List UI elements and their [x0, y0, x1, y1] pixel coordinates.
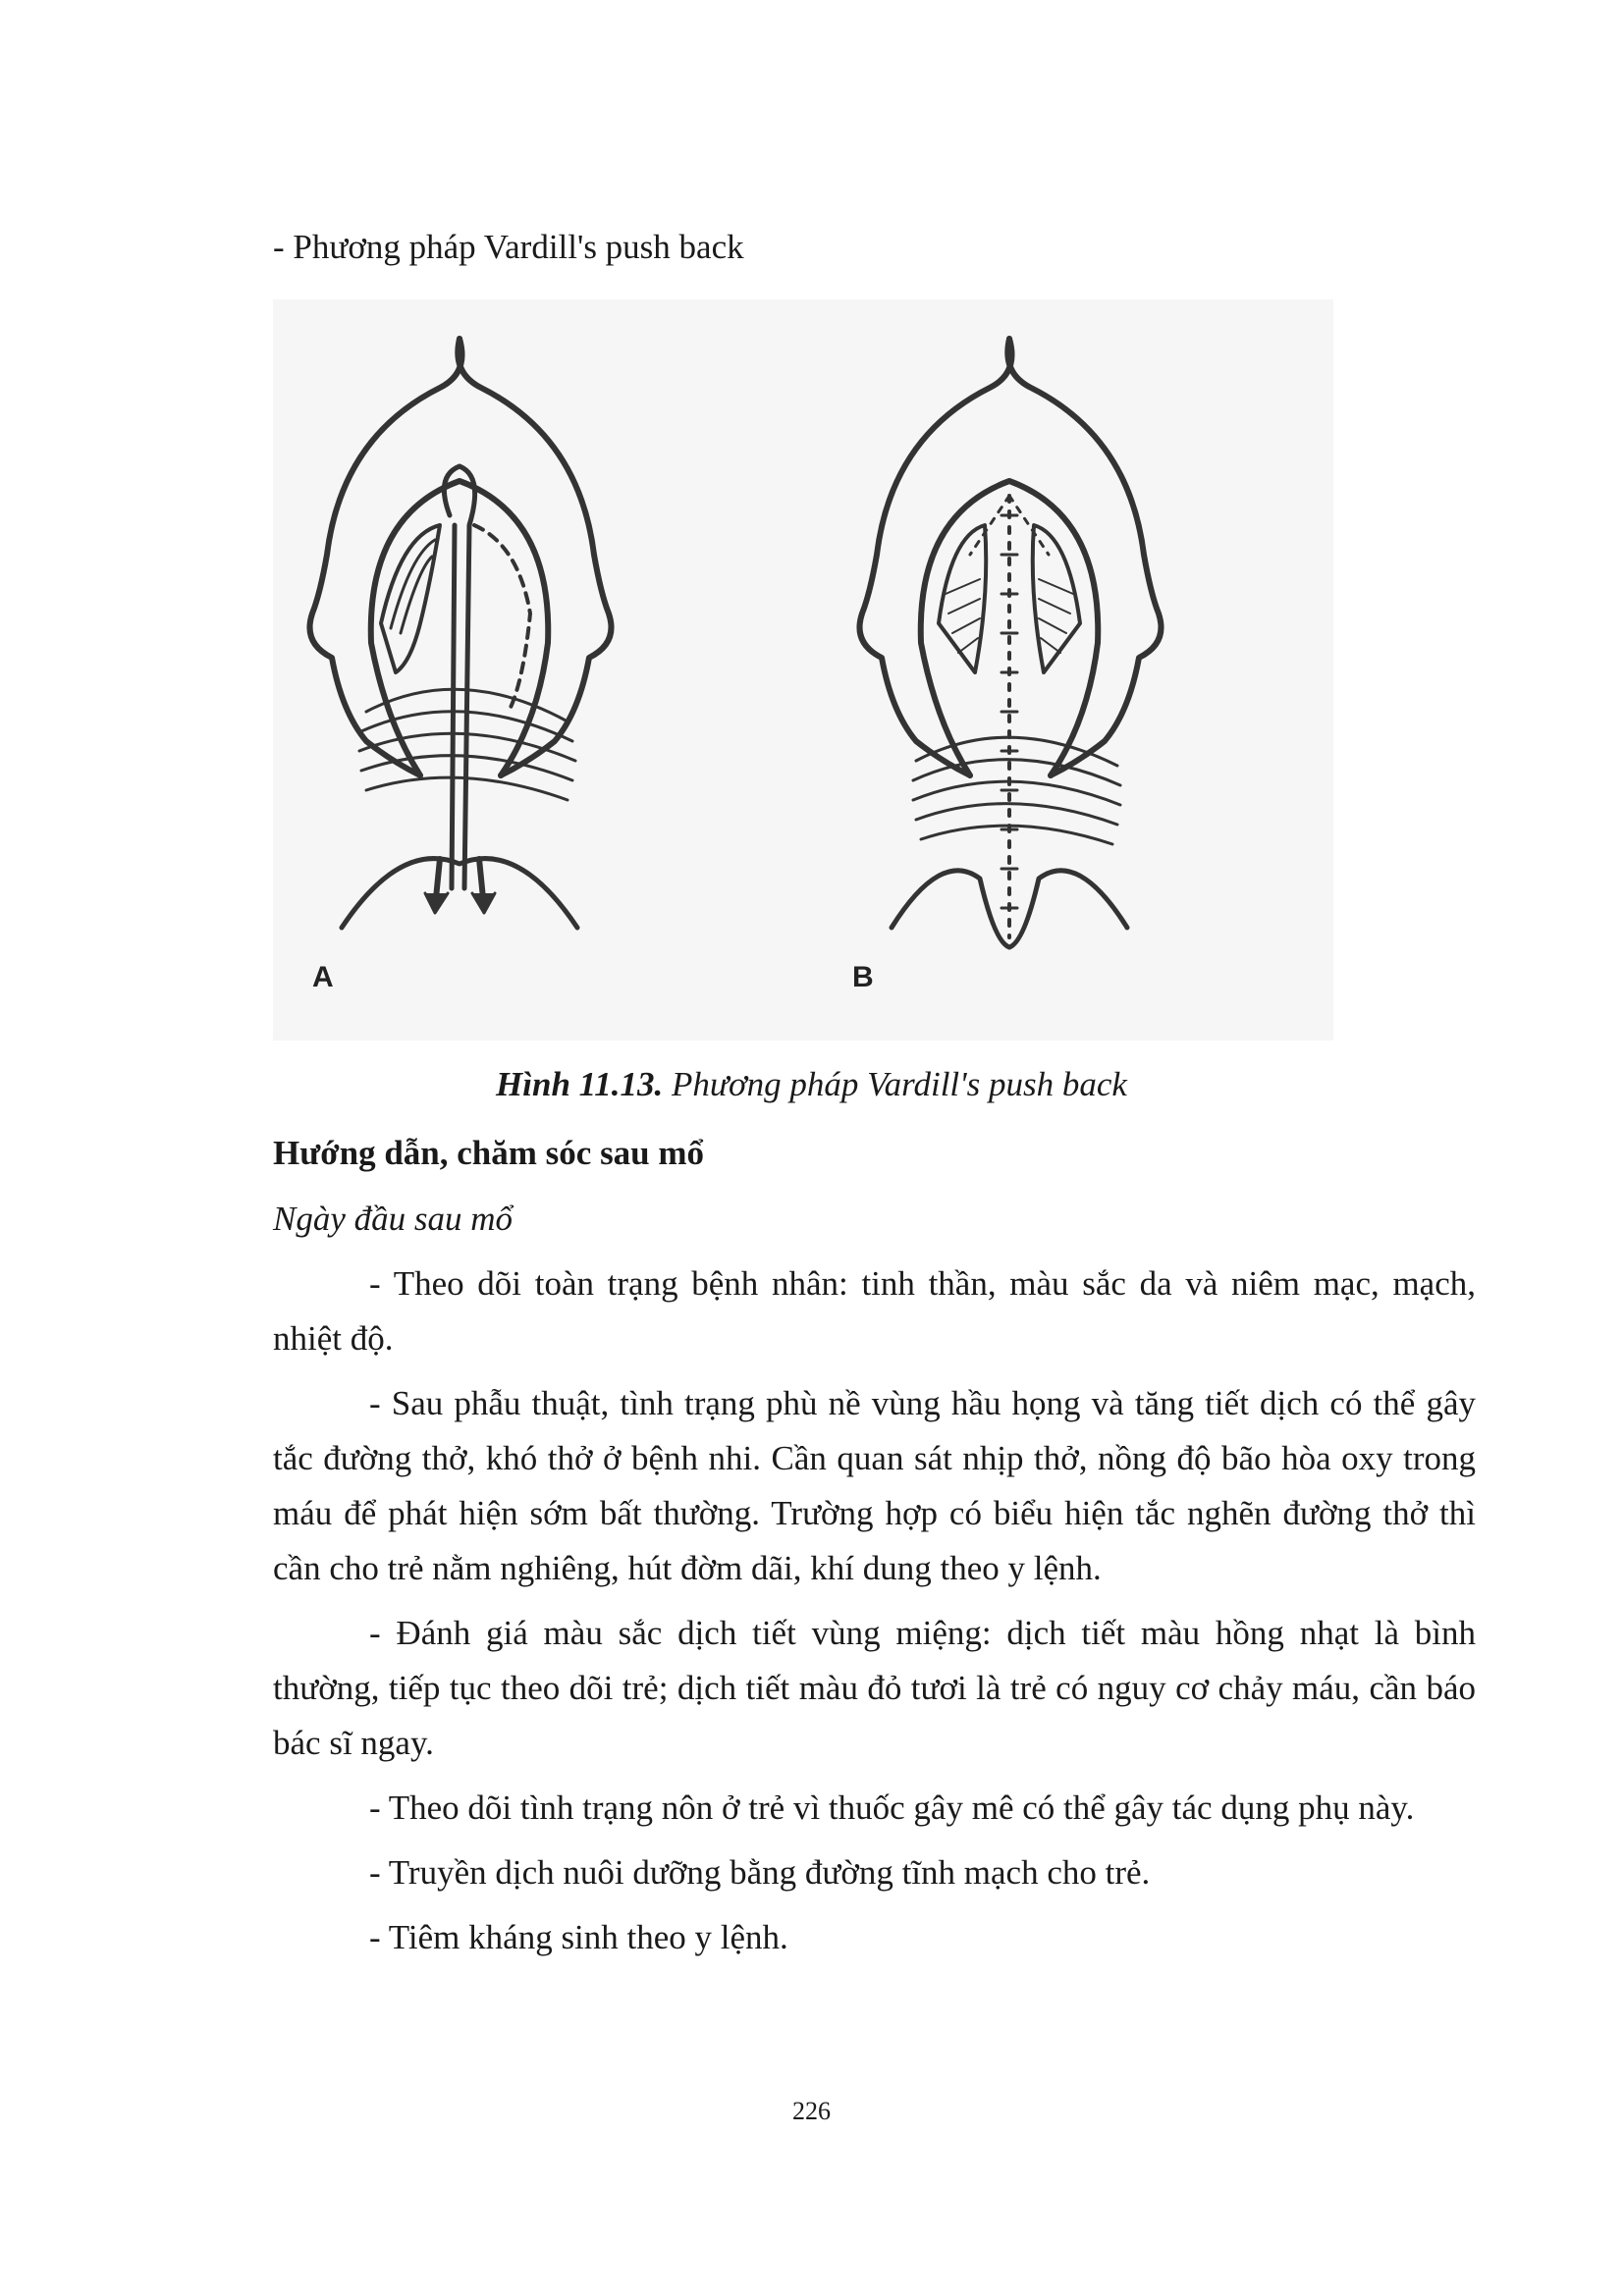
figure-vardill-push-back — [273, 299, 1333, 1041]
page-number: 226 — [792, 2097, 831, 2125]
paragraph: - Đánh giá màu sắc dịch tiết vùng miệng: dịch tiết màu hồng nhạt là bình thường, tiếp tục theo dõi trẻ; dịch tiết màu đỏ tươi là trẻ có nguy cơ chảy máu, cần báo bác sĩ ngay. — [273, 1614, 1476, 1762]
panel-a-label: A — [312, 961, 334, 993]
paragraph: - Sau phẫu thuật, tình trạng phù nề vùng hầu họng và tăng tiết dịch có thể gây tắc đường thở, khó thở ở bệnh nhi. Cần quan sát nhịp thở, nồng độ bão hòa oxy trong máu để phát hiện sớm bất thường. Trường hợp có biểu hiện tắc nghẽn đường thở thì cần cho trẻ nằm nghiêng, hút đờm dãi, khí dung theo y lệnh. — [273, 1384, 1476, 1587]
paragraph: - Theo dõi tình trạng nôn ở trẻ vì thuốc gây mê có thể gây tác dụng phụ này. — [369, 1789, 1415, 1827]
figure-caption-text: Phương pháp Vardill's push back — [663, 1065, 1127, 1103]
panel-b-label: B — [852, 961, 874, 993]
intro-line: - Phương pháp Vardill's push back — [273, 228, 744, 266]
paragraph: - Tiêm kháng sinh theo y lệnh. — [369, 1918, 788, 1956]
paragraph: - Theo dõi toàn trạng bệnh nhân: tinh thần, màu sắc da và niêm mạc, mạch, nhiệt độ. — [273, 1264, 1476, 1358]
panel-a-drawing — [310, 339, 612, 928]
subsection-heading: Ngày đầu sau mổ — [273, 1200, 514, 1238]
section-heading: Hướng dẫn, chăm sóc sau mổ — [273, 1134, 705, 1172]
body-text — [273, 1256, 1476, 1975]
figure-caption — [0, 1065, 1623, 1104]
palate-illustration — [273, 299, 1333, 1041]
figure-number: Hình 11.13. — [496, 1065, 664, 1103]
panel-b-drawing — [860, 339, 1162, 947]
paragraph: - Truyền dịch nuôi dưỡng bằng đường tĩnh mạch cho trẻ. — [369, 1853, 1151, 1892]
